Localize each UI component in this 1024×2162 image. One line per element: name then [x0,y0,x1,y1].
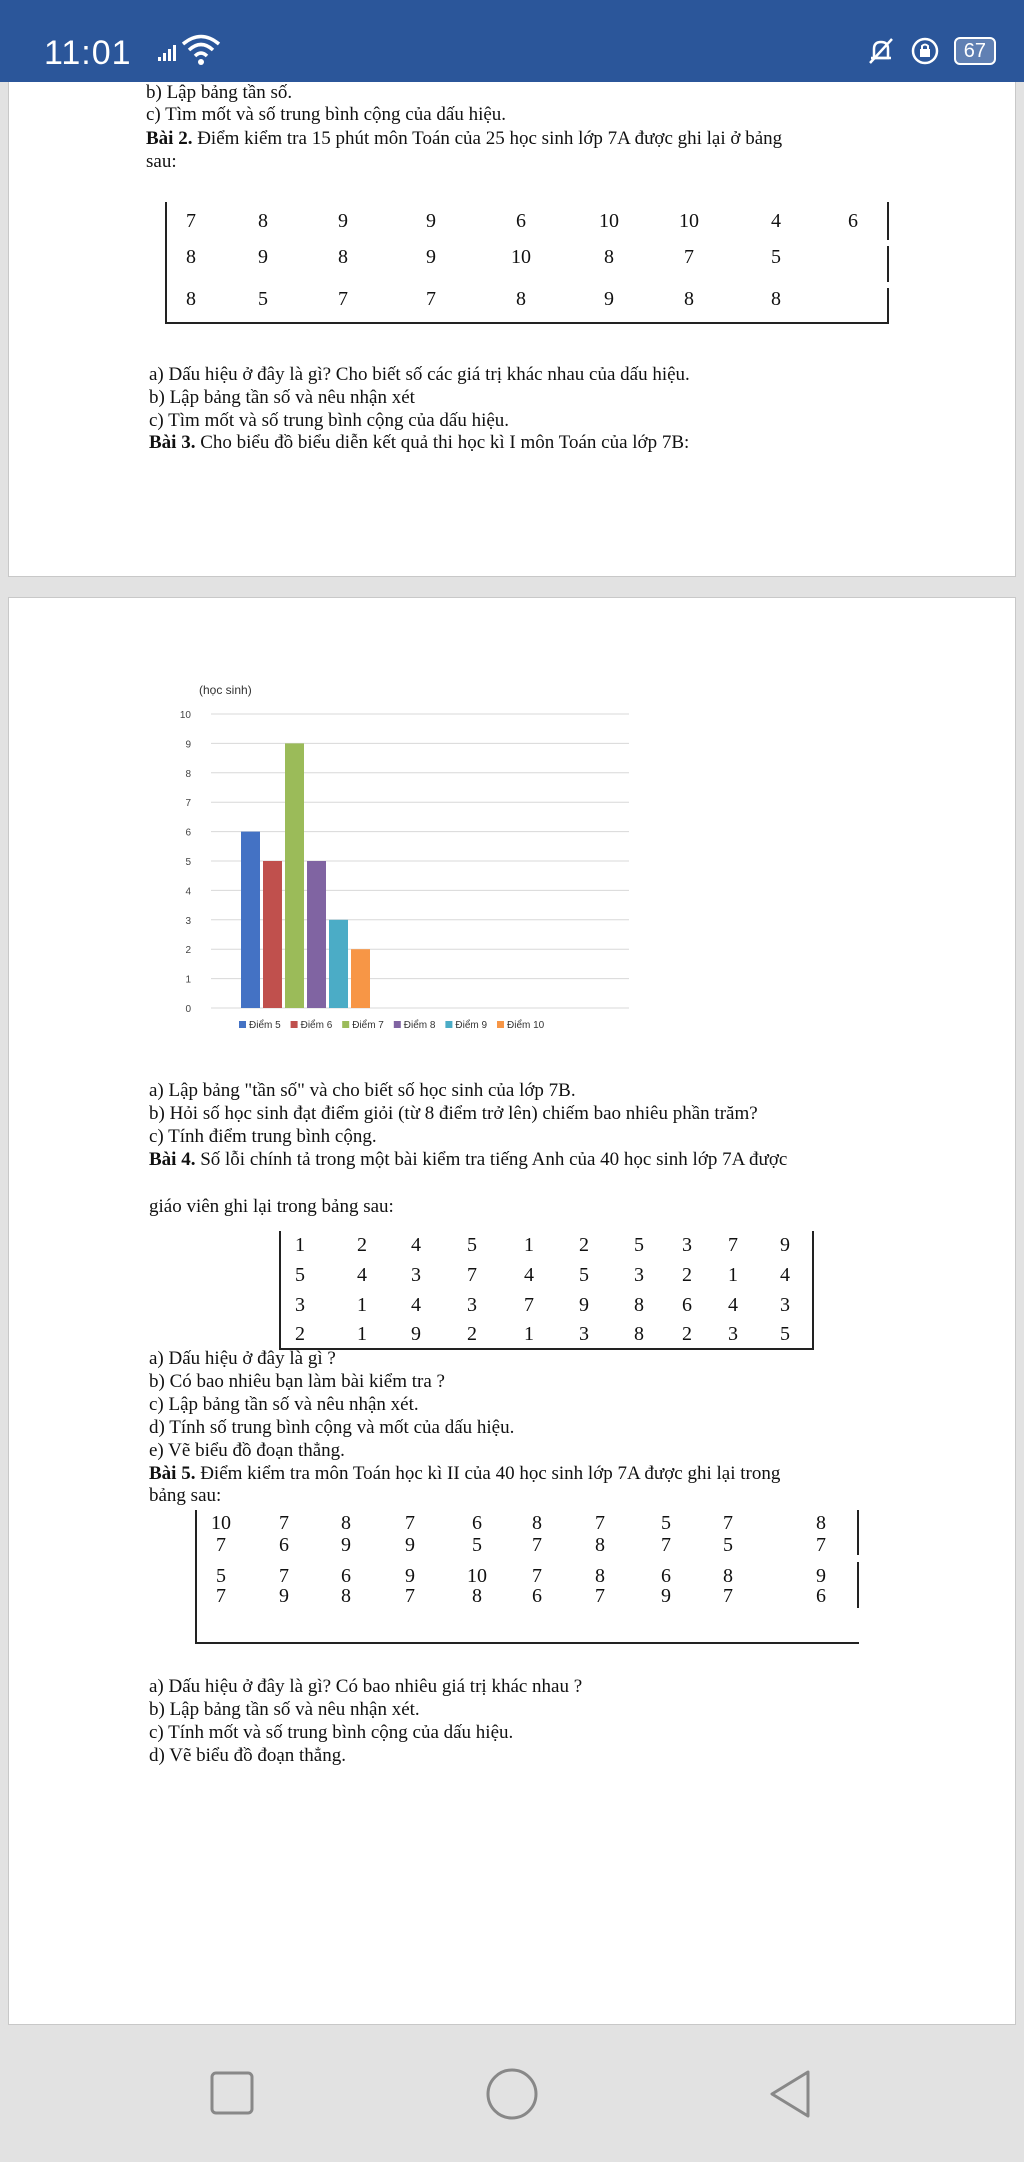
table-border [165,202,167,322]
table-cell: 8 [341,1585,351,1607]
table-cell: 6 [816,1585,826,1607]
table-cell: 7 [532,1534,542,1556]
table-border [887,288,889,322]
text-line: a) Dấu hiệu ở đây là gì? Cho biết số các giá trị khác nhau của dấu hiệu. [149,364,690,385]
bar-điểm-7 [285,743,304,1008]
table-cell: 8 [684,288,694,310]
y-tick-label: 6 [185,827,191,839]
table-cell: 7 [279,1512,289,1534]
table-border [195,1642,859,1644]
table-cell: 8 [258,210,268,232]
table-cell: 9 [816,1565,826,1587]
table-cell: 2 [295,1323,305,1345]
text-line: c) Lập bảng tần số và nêu nhận xét. [149,1394,419,1415]
table-cell: 8 [341,1512,351,1534]
table-cell: 7 [723,1585,733,1607]
legend-swatch [342,1021,349,1028]
table-cell: 7 [532,1565,542,1587]
bar-điểm-9 [329,920,348,1008]
table-cell: 5 [295,1264,305,1286]
legend-label: Điểm 10 [507,1020,545,1031]
table-cell: 7 [405,1512,415,1534]
bar-chart [169,678,629,1048]
table-cell: 5 [780,1323,790,1345]
bar-điểm-6 [263,861,282,1008]
legend-label: Điểm 8 [403,1020,436,1031]
text-line: b) Lập bảng tần số và nêu nhận xét. [149,1699,420,1720]
bell-muted-icon [866,36,896,66]
table-cell: 9 [426,246,436,268]
table-cell: 8 [595,1565,605,1587]
text-line: a) Lập bảng "tần số" và cho biết số học sinh của lớp 7B. [149,1080,576,1101]
y-tick-label: 7 [185,798,191,810]
legend-swatch [445,1021,452,1028]
table-cell: 8 [186,288,196,310]
table-cell: 7 [279,1565,289,1587]
table-cell: 9 [279,1585,289,1607]
bai5-text: Điểm kiểm tra môn Toán học kì II của 40 học sinh lớp 7A được ghi lại trong [195,1463,781,1484]
table-cell: 2 [682,1264,692,1286]
bar-điểm-8 [307,861,326,1008]
table-cell: 3 [467,1294,477,1316]
status-time: 11:01 [44,34,132,72]
table-cell: 7 [661,1534,671,1556]
y-tick-label: 2 [185,945,191,957]
bai3-label: Bài 3. [149,432,196,453]
y-tick-label: 3 [185,915,191,927]
y-axis-label: (học sinh) [199,683,252,697]
table-cell: 6 [341,1565,351,1587]
status-bar [0,0,1024,82]
score-table-bai2 [165,202,889,322]
text-line: c) Tìm mốt và số trung bình cộng của dấu hiệu. [146,104,507,125]
table-cell: 3 [780,1294,790,1316]
table-cell: 8 [595,1534,605,1556]
table-cell: 5 [216,1565,226,1587]
bai2-text: Điểm kiểm tra 15 phút môn Toán của 25 học sinh lớp 7A được ghi lại ở bảng [192,128,783,149]
text-line: d) Tính số trung bình cộng và mốt của dấu hiệu. [149,1417,515,1438]
table-cell: 8 [532,1512,542,1534]
table-cell: 8 [604,246,614,268]
legend-label: Điểm 6 [300,1020,333,1031]
table-cell: 10 [511,246,531,268]
table-cell: 7 [216,1534,226,1556]
score-table-bai5 [195,1510,859,1642]
table-cell: 6 [516,210,526,232]
legend-label: Điểm 5 [249,1020,281,1031]
table-cell: 4 [780,1264,790,1286]
signal-icon [158,42,178,62]
bai2-label: Bài 2. [146,128,193,149]
bar-điểm-10 [351,949,370,1008]
legend-swatch [291,1021,298,1028]
text-line: c) Tính mốt và số trung bình cộng của dấu hiệu. [149,1722,514,1743]
table-cell: 2 [357,1234,367,1256]
table-cell: 4 [411,1294,421,1316]
table-cell: 9 [258,246,268,268]
table-cell: 8 [472,1585,482,1607]
text-line: b) Lập bảng tần số và nêu nhận xét [149,387,415,408]
table-cell: 3 [411,1264,421,1286]
y-tick-label: 5 [185,857,191,868]
table-cell: 1 [524,1234,534,1256]
table-cell: 1 [728,1264,738,1286]
bai2-heading [146,128,782,150]
table-cell: 6 [682,1294,692,1316]
text-line: sau: [146,151,177,172]
bai5-label: Bài 5. [149,1463,196,1484]
table-cell: 7 [684,246,694,268]
table-cell: 5 [467,1234,477,1256]
table-cell: 7 [426,288,436,310]
table-cell: 9 [411,1323,421,1345]
table-cell: 6 [279,1534,289,1556]
table-cell: 10 [211,1512,231,1534]
y-tick-label: 4 [185,886,191,898]
y-tick-label: 10 [179,710,191,721]
table-cell: 1 [295,1234,305,1256]
bai5-heading [149,1463,780,1485]
table-cell: 4 [411,1234,421,1256]
table-cell: 5 [771,246,781,268]
bai4-text: Số lỗi chính tả trong một bài kiểm tra tiếng Anh của 40 học sinh lớp 7A được [195,1149,788,1170]
table-cell: 5 [634,1234,644,1256]
table-cell: 5 [579,1264,589,1286]
back-button[interactable] [764,2066,814,2122]
table-cell: 8 [516,288,526,310]
table-cell: 7 [216,1585,226,1607]
y-tick-label: 1 [185,974,191,986]
table-cell: 9 [604,288,614,310]
text-line: c) Tính điểm trung bình cộng. [149,1126,377,1147]
table-border [195,1510,197,1642]
text-line: b) Lập bảng tần số. [146,82,293,103]
y-tick-label: 9 [185,739,191,751]
table-cell: 6 [532,1585,542,1607]
table-cell: 9 [426,210,436,232]
table-cell: 8 [771,288,781,310]
table-cell: 7 [338,288,348,310]
legend-swatch [239,1021,246,1028]
table-cell: 4 [357,1264,367,1286]
table-cell: 8 [338,246,348,268]
bai3-heading [149,432,689,454]
table-border [165,322,889,324]
table-cell: 1 [357,1323,367,1345]
lock-rotation-icon [910,36,940,66]
table-border [812,1231,814,1348]
table-cell: 9 [661,1585,671,1607]
table-cell: 6 [661,1565,671,1587]
error-table-bai4 [279,1231,814,1348]
table-cell: 2 [682,1323,692,1345]
table-cell: 7 [524,1294,534,1316]
table-cell: 5 [661,1512,671,1534]
table-border [279,1348,814,1350]
table-cell: 6 [472,1512,482,1534]
navigation-bar [0,2025,1024,2162]
legend-swatch [497,1021,504,1028]
table-cell: 6 [848,210,858,232]
bai3-text: Cho biểu đồ biểu diễn kết quả thi học kì I môn Toán của lớp 7B: [195,432,690,453]
document-page-1 [8,82,1016,577]
table-cell: 1 [357,1294,367,1316]
table-cell: 4 [524,1264,534,1286]
bai4-label: Bài 4. [149,1149,196,1170]
table-cell: 7 [816,1534,826,1556]
table-cell: 4 [728,1294,738,1316]
text-line: d) Vẽ biểu đồ đoạn thẳng. [149,1745,346,1766]
legend-label: Điểm 7 [352,1020,384,1031]
table-cell: 8 [816,1512,826,1534]
table-cell: 8 [186,246,196,268]
table-cell: 7 [186,210,196,232]
table-cell: 3 [295,1294,305,1316]
battery-indicator: 67 [954,37,996,65]
text-line: a) Dấu hiệu ở đây là gì? Có bao nhiêu giá trị khác nhau ? [149,1676,583,1697]
text-line: e) Vẽ biểu đồ đoạn thẳng. [149,1440,345,1461]
table-cell: 7 [728,1234,738,1256]
table-cell: 8 [634,1294,644,1316]
table-cell: 10 [599,210,619,232]
text-line: giáo viên ghi lại trong bảng sau: [149,1196,394,1217]
legend-label: Điểm 9 [455,1020,488,1031]
bar-điểm-5 [241,832,260,1008]
y-tick-label: 0 [185,1004,191,1015]
bai4-heading [149,1149,787,1171]
text-line: c) Tìm mốt và số trung bình cộng của dấu hiệu. [149,410,510,431]
text-line: bảng sau: [149,1485,222,1506]
text-line: b) Hỏi số học sinh đạt điểm giỏi (từ 8 điểm trở lên) chiếm bao nhiêu phần trăm? [149,1103,758,1124]
table-cell: 9 [405,1534,415,1556]
legend-swatch [394,1021,401,1028]
table-cell: 5 [723,1534,733,1556]
table-cell: 9 [341,1534,351,1556]
table-cell: 9 [780,1234,790,1256]
table-border [887,202,889,240]
table-cell: 7 [467,1264,477,1286]
table-cell: 7 [405,1585,415,1607]
table-cell: 1 [524,1323,534,1345]
table-cell: 9 [405,1565,415,1587]
table-cell: 2 [579,1234,589,1256]
document-page-2 [8,597,1016,2025]
table-cell: 8 [634,1323,644,1345]
table-cell: 4 [771,210,781,232]
table-cell: 10 [679,210,699,232]
table-cell: 3 [579,1323,589,1345]
text-line: a) Dấu hiệu ở đây là gì ? [149,1348,336,1369]
y-tick-label: 8 [185,768,191,780]
table-cell: 9 [338,210,348,232]
table-cell: 9 [579,1294,589,1316]
text-line: b) Có bao nhiêu bạn làm bài kiểm tra ? [149,1371,445,1392]
table-cell: 7 [595,1585,605,1607]
table-cell: 3 [634,1264,644,1286]
home-button[interactable] [484,2066,540,2122]
table-cell: 8 [723,1565,733,1587]
table-cell: 3 [728,1323,738,1345]
table-cell: 2 [467,1323,477,1345]
table-cell: 10 [467,1565,487,1587]
table-cell: 5 [258,288,268,310]
table-cell: 3 [682,1234,692,1256]
table-border [857,1562,859,1608]
recent-apps-button[interactable] [208,2069,258,2119]
table-cell: 7 [595,1512,605,1534]
table-border [887,246,889,282]
wifi-icon [180,32,222,66]
table-cell: 7 [723,1512,733,1534]
table-cell: 5 [472,1534,482,1556]
table-border [279,1231,281,1348]
table-border [857,1510,859,1555]
